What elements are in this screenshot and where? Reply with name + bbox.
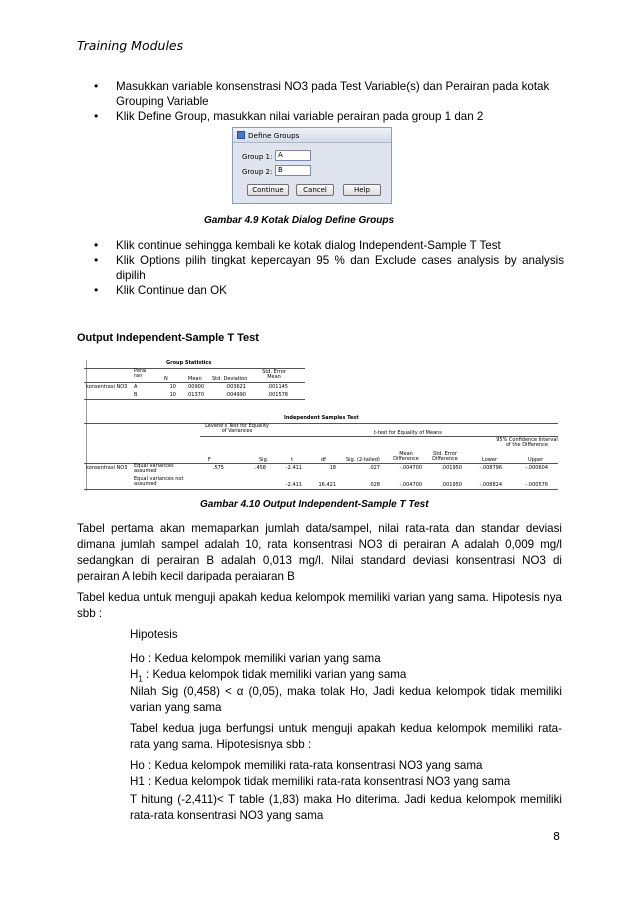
levene-header: Levene's Test for Equality of Variances [205, 423, 269, 434]
cell: .004990 [225, 392, 246, 398]
row-label: Equal variances assumed [134, 463, 174, 474]
col-header: Lower [482, 457, 497, 463]
ttest-header: t-test for Equality of Means [374, 430, 442, 436]
cell: .027 [368, 465, 380, 471]
col-header: N [164, 376, 168, 382]
cell: -.000604 [525, 465, 548, 471]
cell: -.008796 [479, 465, 502, 471]
spss-output [84, 356, 558, 491]
col-header: Upper [528, 457, 544, 463]
figure-caption: Gambar 4.10 Output Independent-Sample T Test [200, 499, 429, 510]
col-header: Perai ran [134, 368, 147, 379]
group2-input[interactable]: B [275, 165, 311, 176]
cell: -.008824 [479, 482, 502, 488]
cell: .003621 [225, 384, 246, 390]
col-header: t [291, 457, 293, 463]
hypothesis-h1: $H_1$ : Kedua kelompok tidak memiliki varian yang sama [130, 668, 407, 684]
page-number: 8 [553, 830, 560, 843]
group1-label: Group 1: [242, 153, 273, 161]
col-header: Std. Error Difference [432, 451, 458, 462]
cell: -.004700 [399, 465, 422, 471]
group2-label: Group 2: [242, 168, 273, 176]
define-groups-dialog [232, 127, 392, 204]
variable-label: konsentrasi NO3 [86, 465, 128, 471]
dialog-titlebar [233, 128, 391, 143]
cell: 18 [329, 465, 336, 471]
col-header: df [321, 457, 326, 463]
cell: 10 [169, 392, 176, 398]
step-item: • Klik Options pilih tingkat kepercayan 95 % dan Exclude cases analysis by analysis dipilih [94, 253, 564, 283]
group-stats-title: Group Statistics [166, 360, 212, 366]
paragraph: Tabel kedua juga berfungsi untuk menguji apakah kedua kelompok memiliki rata-rata yang sama. Hipotesisnya sbb : [130, 722, 562, 751]
figure-caption: Gambar 4.9 Kotak Dialog Define Groups [204, 215, 395, 226]
ind-test-title: Independent Samples Test [284, 415, 359, 421]
step-item: • Klik continue sehingga kembali ke kotak dialog Independent-Sample T Test [94, 238, 564, 253]
conclusion: Nilah Sig (0,458) < α (0,05), maka tolak Ho, Jadi kedua kelompok tidak memiliki varian yang sama [130, 685, 562, 714]
cell: .001950 [441, 465, 462, 471]
paragraph: Tabel pertama akan memaparkan jumlah data/sampel, nilai rata-rata dan standar deviasi dimana jumlah sampel adalah 10, rata konsentrasi NO3 di perairan A adalah 0,009 mg/l sedangkan di perairan B adalah 0,013 mg/l. Nilai standard deviasi konsentrasi NO3 di perairan A lebih kecil daripada peraiaran B [77, 522, 562, 583]
row-label: Equal variances not assumed [134, 476, 184, 487]
running-header: Training Modules [77, 38, 184, 53]
cell: .001145 [267, 384, 288, 390]
cell: .01370 [186, 392, 204, 398]
dialog-title: Define Groups [248, 131, 300, 140]
cancel-button[interactable]: Cancel [296, 184, 334, 196]
col-header: Std. Deviation [212, 376, 248, 382]
cell: .028 [368, 482, 380, 488]
continue-button[interactable]: Continue [247, 184, 289, 196]
section-title: Output Independent-Sample T Test [77, 332, 259, 344]
group1-input[interactable]: A [275, 150, 311, 161]
col-header: Mean [188, 376, 202, 382]
col-header: Sig. (2-tailed) [346, 457, 380, 463]
step-item: • Klik Define Group, masukkan nilai variable perairan pada group 1 dan 2 [94, 109, 564, 124]
app-icon [237, 131, 245, 139]
step-item: • Masukkan variable konsenstrasi NO3 pada Test Variable(s) dan Perairan pada kotak Grouping Variable [94, 79, 564, 109]
hypothesis-h1: H1 : Kedua kelompok tidak memiliki rata-rata konsentrasi NO3 yang sama [130, 775, 511, 788]
paragraph: Tabel kedua untuk menguji apakah kedua kelompok memiliki varian yang sama. Hipotesis nya sbb : [77, 591, 562, 620]
help-button[interactable]: Help [343, 184, 381, 196]
variable-label: konsentrasi NO3 [86, 384, 128, 390]
cell: .458 [254, 465, 266, 471]
cell: 16.421 [318, 482, 336, 488]
steps-list-top [94, 79, 564, 124]
step-item: • Klik Continue dan OK [94, 283, 564, 298]
col-header: Mean Difference [393, 451, 419, 462]
cell: .001950 [441, 482, 462, 488]
cell: .575 [212, 465, 224, 471]
hypothesis-h0: Ho : Kedua kelompok memiliki varian yang sama [130, 652, 381, 665]
cell: -.000576 [525, 482, 548, 488]
col-header: Sig. [259, 457, 269, 463]
cell: .00900 [186, 384, 204, 390]
hypothesis-h0: Ho : Kedua kelompok memiliki rata-rata konsentrasi NO3 yang sama [130, 759, 483, 772]
cell: 10 [169, 384, 176, 390]
col-header: F [208, 457, 211, 463]
cell: -2.411 [285, 482, 302, 488]
cell: .001578 [267, 392, 288, 398]
cell: B [134, 392, 138, 398]
cell: -.004700 [399, 482, 422, 488]
cell: -2.411 [285, 465, 302, 471]
conclusion: T hitung (-2,411)< T table (1,83) maka Ho diterima. Jadi kedua kelompok memiliki rata-rata konsentrasi NO3 yang sama [130, 793, 562, 822]
col-header: Std. Error Mean [262, 369, 286, 380]
cell: A [134, 384, 138, 390]
steps-list-mid [94, 238, 564, 298]
ci-header: 95% Confidence Interval of the Difference [496, 437, 558, 448]
hipotesis-label: Hipotesis [130, 628, 178, 641]
